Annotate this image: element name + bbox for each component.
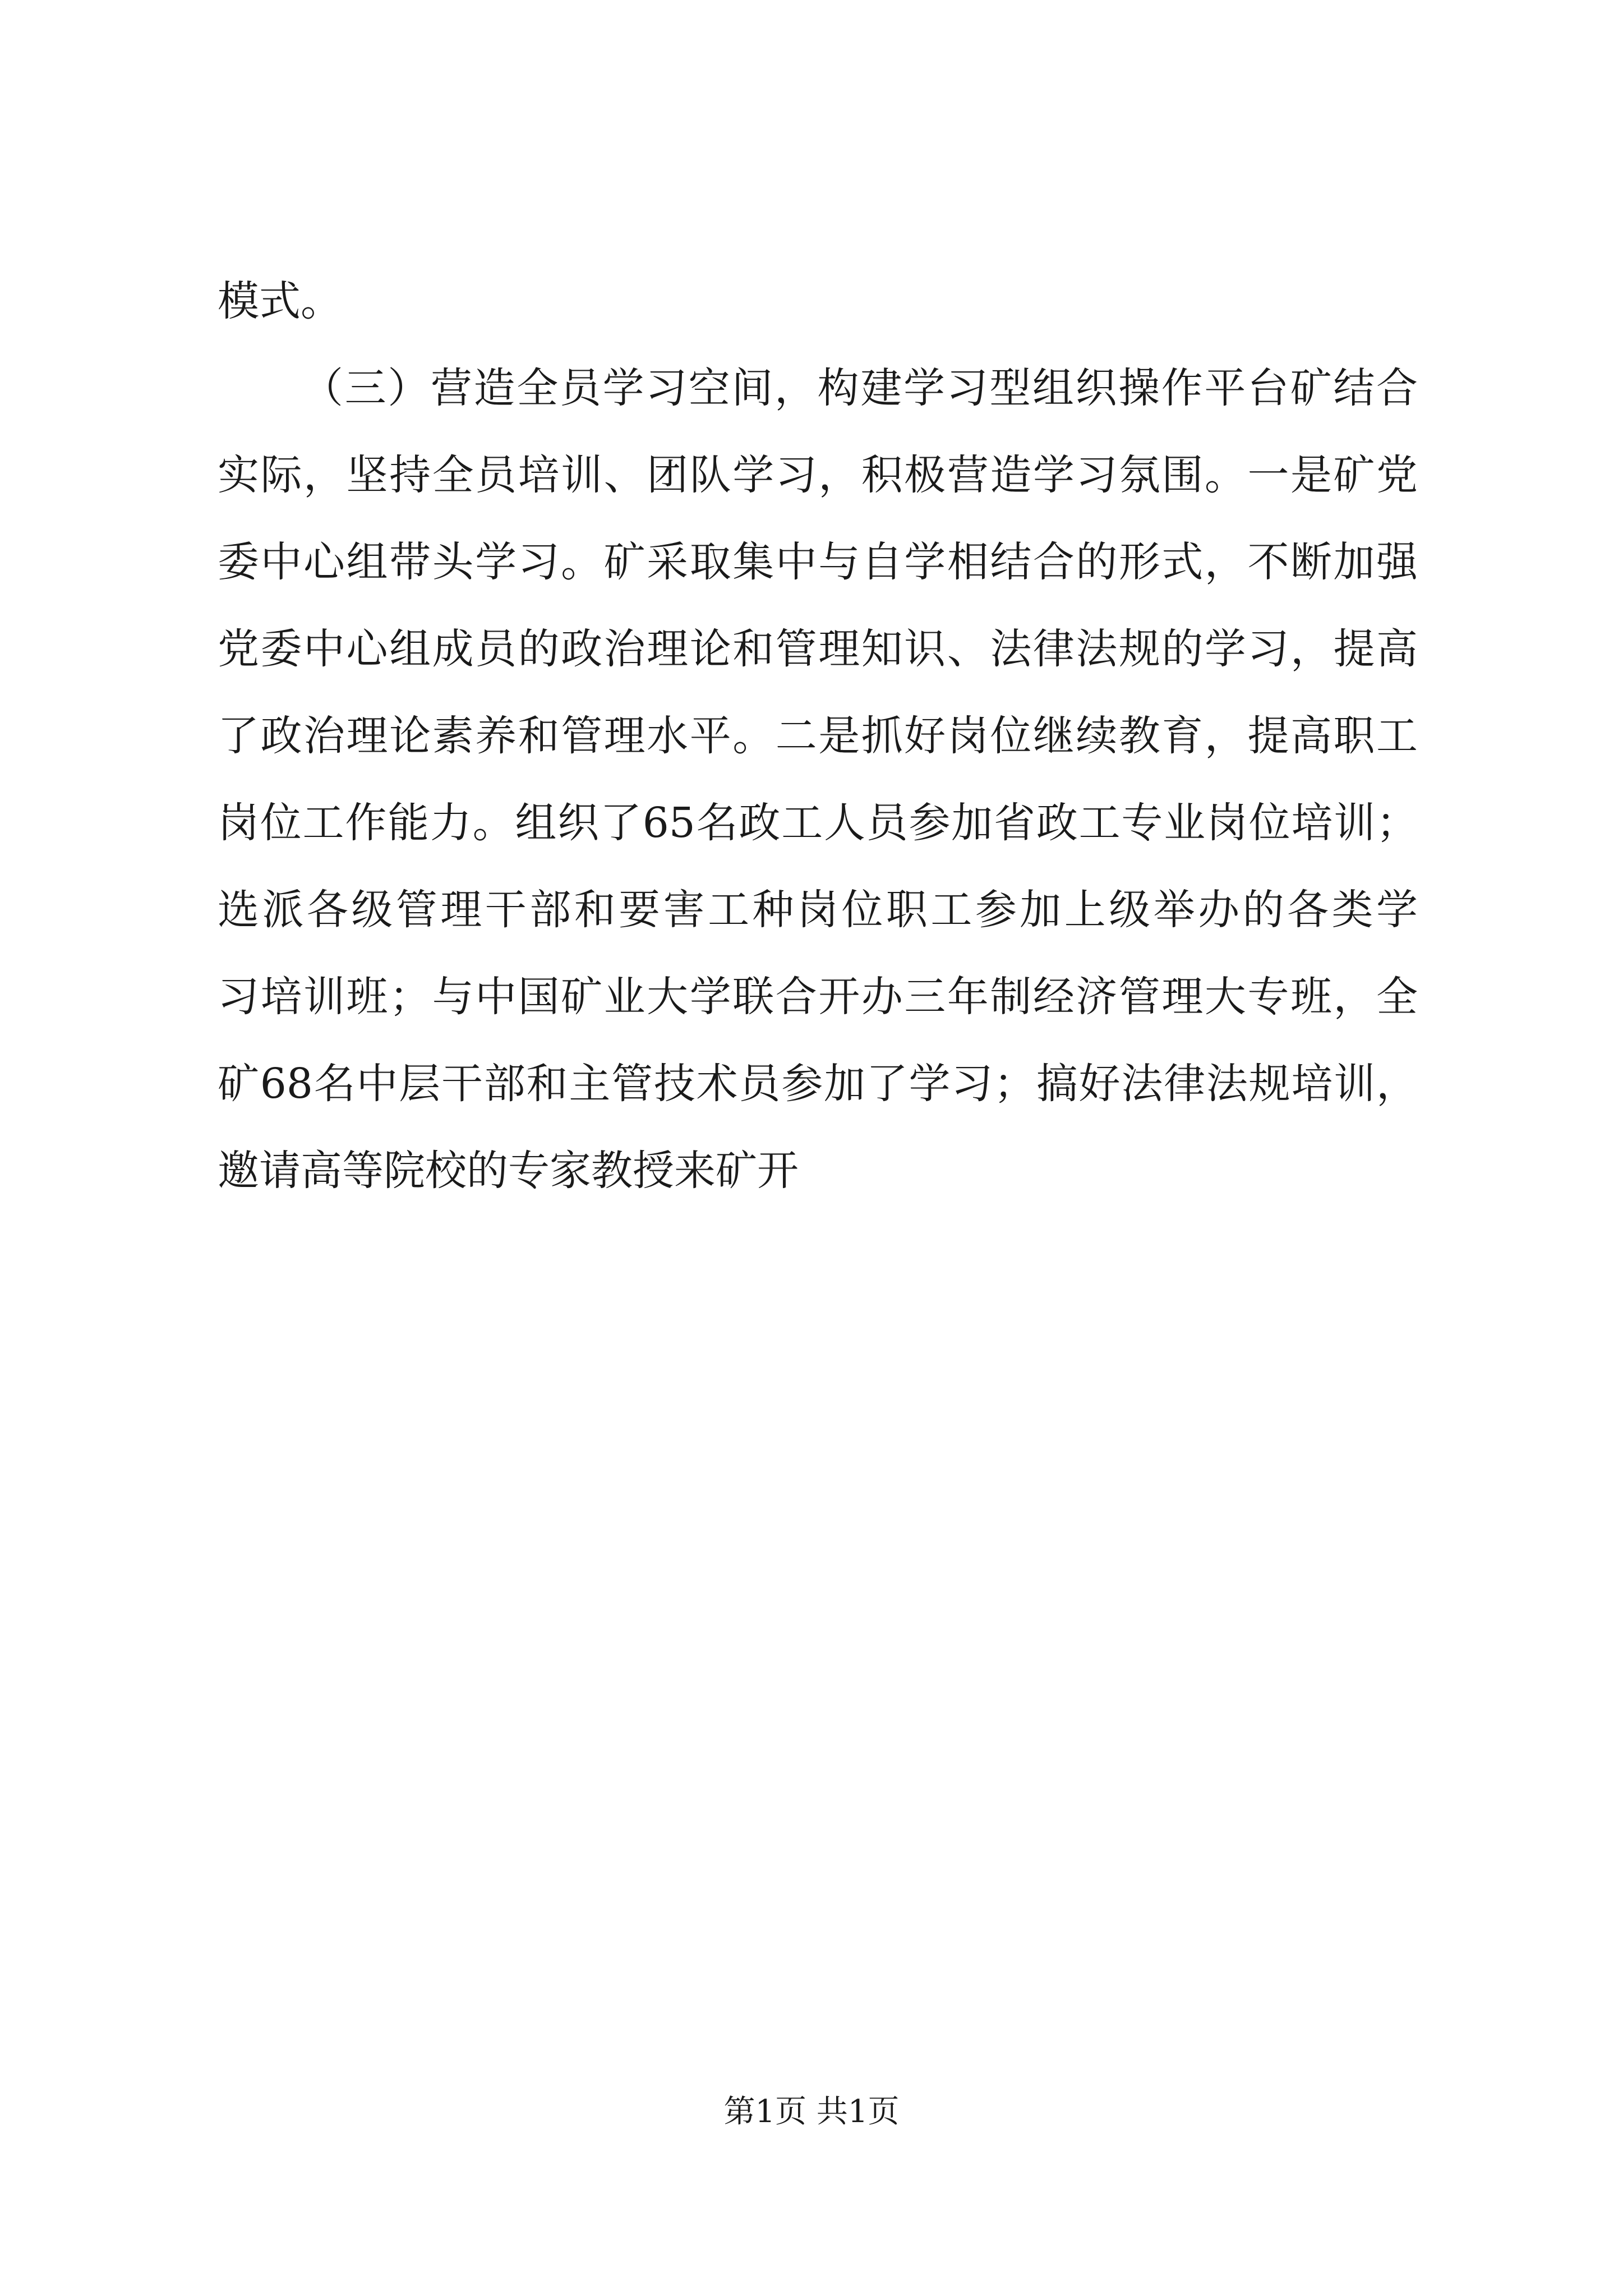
text-line: （三）营造全员学习空间，构建学习型组织操作平台矿结合 [302,364,1418,412]
text-line: 习培训班；与中国矿业大学联合开办三年制经济管理大专班，全 [218,973,1418,1021]
text-line: 邀请高等院校的专家教授来矿开 [218,1147,799,1195]
page-number-footer: 第1页 共1页 [723,2093,900,2130]
text-line: 党委中心组成员的政治理论和管理知识、法律法规的学习，提高 [218,625,1418,673]
text-line: 模式。 [218,277,342,325]
text-line: 选派各级管理干部和要害工种岗位职工参加上级举办的各类学 [218,886,1418,934]
text-line: 委中心组带头学习。矿采取集中与自学相结合的形式，不断加强 [218,538,1418,586]
text-line: 了政治理论素养和管理水平。二是抓好岗位继续教育，提高职工 [218,712,1418,760]
text-line: 矿68名中层干部和主管技术员参加了学习；搞好法律法规培训， [218,1060,1418,1108]
text-line: 实际，坚持全员培训、团队学习，积极营造学习氛围。一是矿党 [218,451,1418,499]
text-line: 岗位工作能力。组织了65名政工人员参加省政工专业岗位培训； [218,799,1418,847]
body-paragraphs [218,258,1418,1214]
